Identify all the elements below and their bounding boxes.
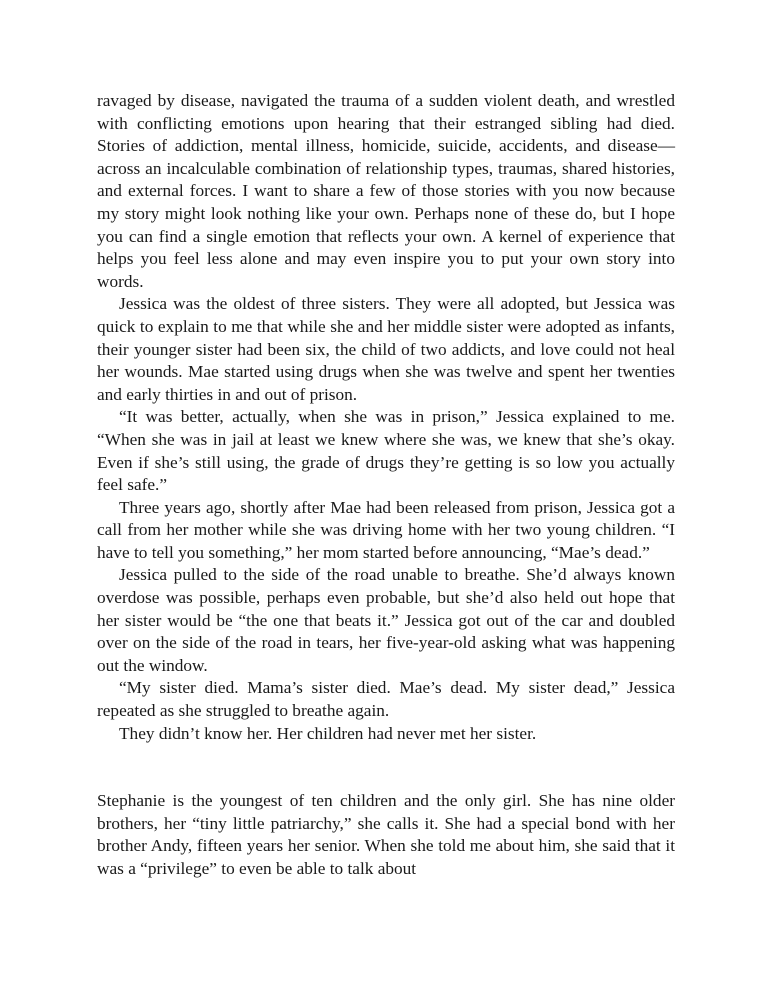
paragraph-stephanie: Stephanie is the youngest of ten children and the only girl. She has nine older brothers, her “tiny little patriarchy,” she calls it. She had a special bond with her brother Andy, fifteen years her senior. When she told me about him, she said that it was a “privilege” to even be able to talk about [97,791,675,878]
book-page [97,90,675,881]
paragraph-jessica-quote: “It was better, actually, when she was in prison,” Jessica explained to me. “When she was in jail at least we knew where she was, we knew that she’s okay. Even if she’s still using, the grade of drugs they’re getting is so low you actually feel safe.” [97,407,675,495]
section-break [97,745,675,790]
paragraph-continuation: ravaged by disease, navigated the trauma of a sudden violent death, and wrestled with conflicting emotions upon hearing that their estranged sibling had died. Stories of addiction, mental illness, homicide, suicide, accidents, and disease—across an incalculable combination of relationship types, traumas, shared histories, and external forces. I want to share a few of those stories with you now because my story might look nothing like your own. Perhaps none of these do, but I hope you can find a single emotion that reflects your own. A kernel of experience that helps you feel less alone and may even inspire you to put your own story into words. [97,91,675,291]
paragraph-phone-call: Three years ago, shortly after Mae had been released from prison, Jessica got a call from her mother while she was driving home with her two young children. “I have to tell you something,” her mom started before announcing, “Mae’s dead.” [97,497,675,562]
paragraph-never-met: They didn’t know her. Her children had never met her sister. [119,723,537,743]
paragraph-roadside: Jessica pulled to the side of the road unable to breathe. She’d always known overdose was possible, perhaps even probable, but she’d also held out hope that her sister would be “the one that beats it.” Jessica got out of the car and doubled over on the side of the road in tears, her five-year-old asking what was happening out the window. [97,565,675,675]
paragraph-jessica-intro: Jessica was the oldest of three sisters. They were all adopted, but Jessica was quick to explain to me that while she and her middle sister were adopted as infants, their younger sister had been six, the child of two addicts, and love could not heal her wounds. Mae started using drugs when she was twelve and spent her twenties and early thirties in and out of prison. [97,294,675,404]
paragraph-sister-died: “My sister died. Mama’s sister died. Mae’s dead. My sister dead,” Jessica repeated as she struggled to breathe again. [97,678,675,721]
